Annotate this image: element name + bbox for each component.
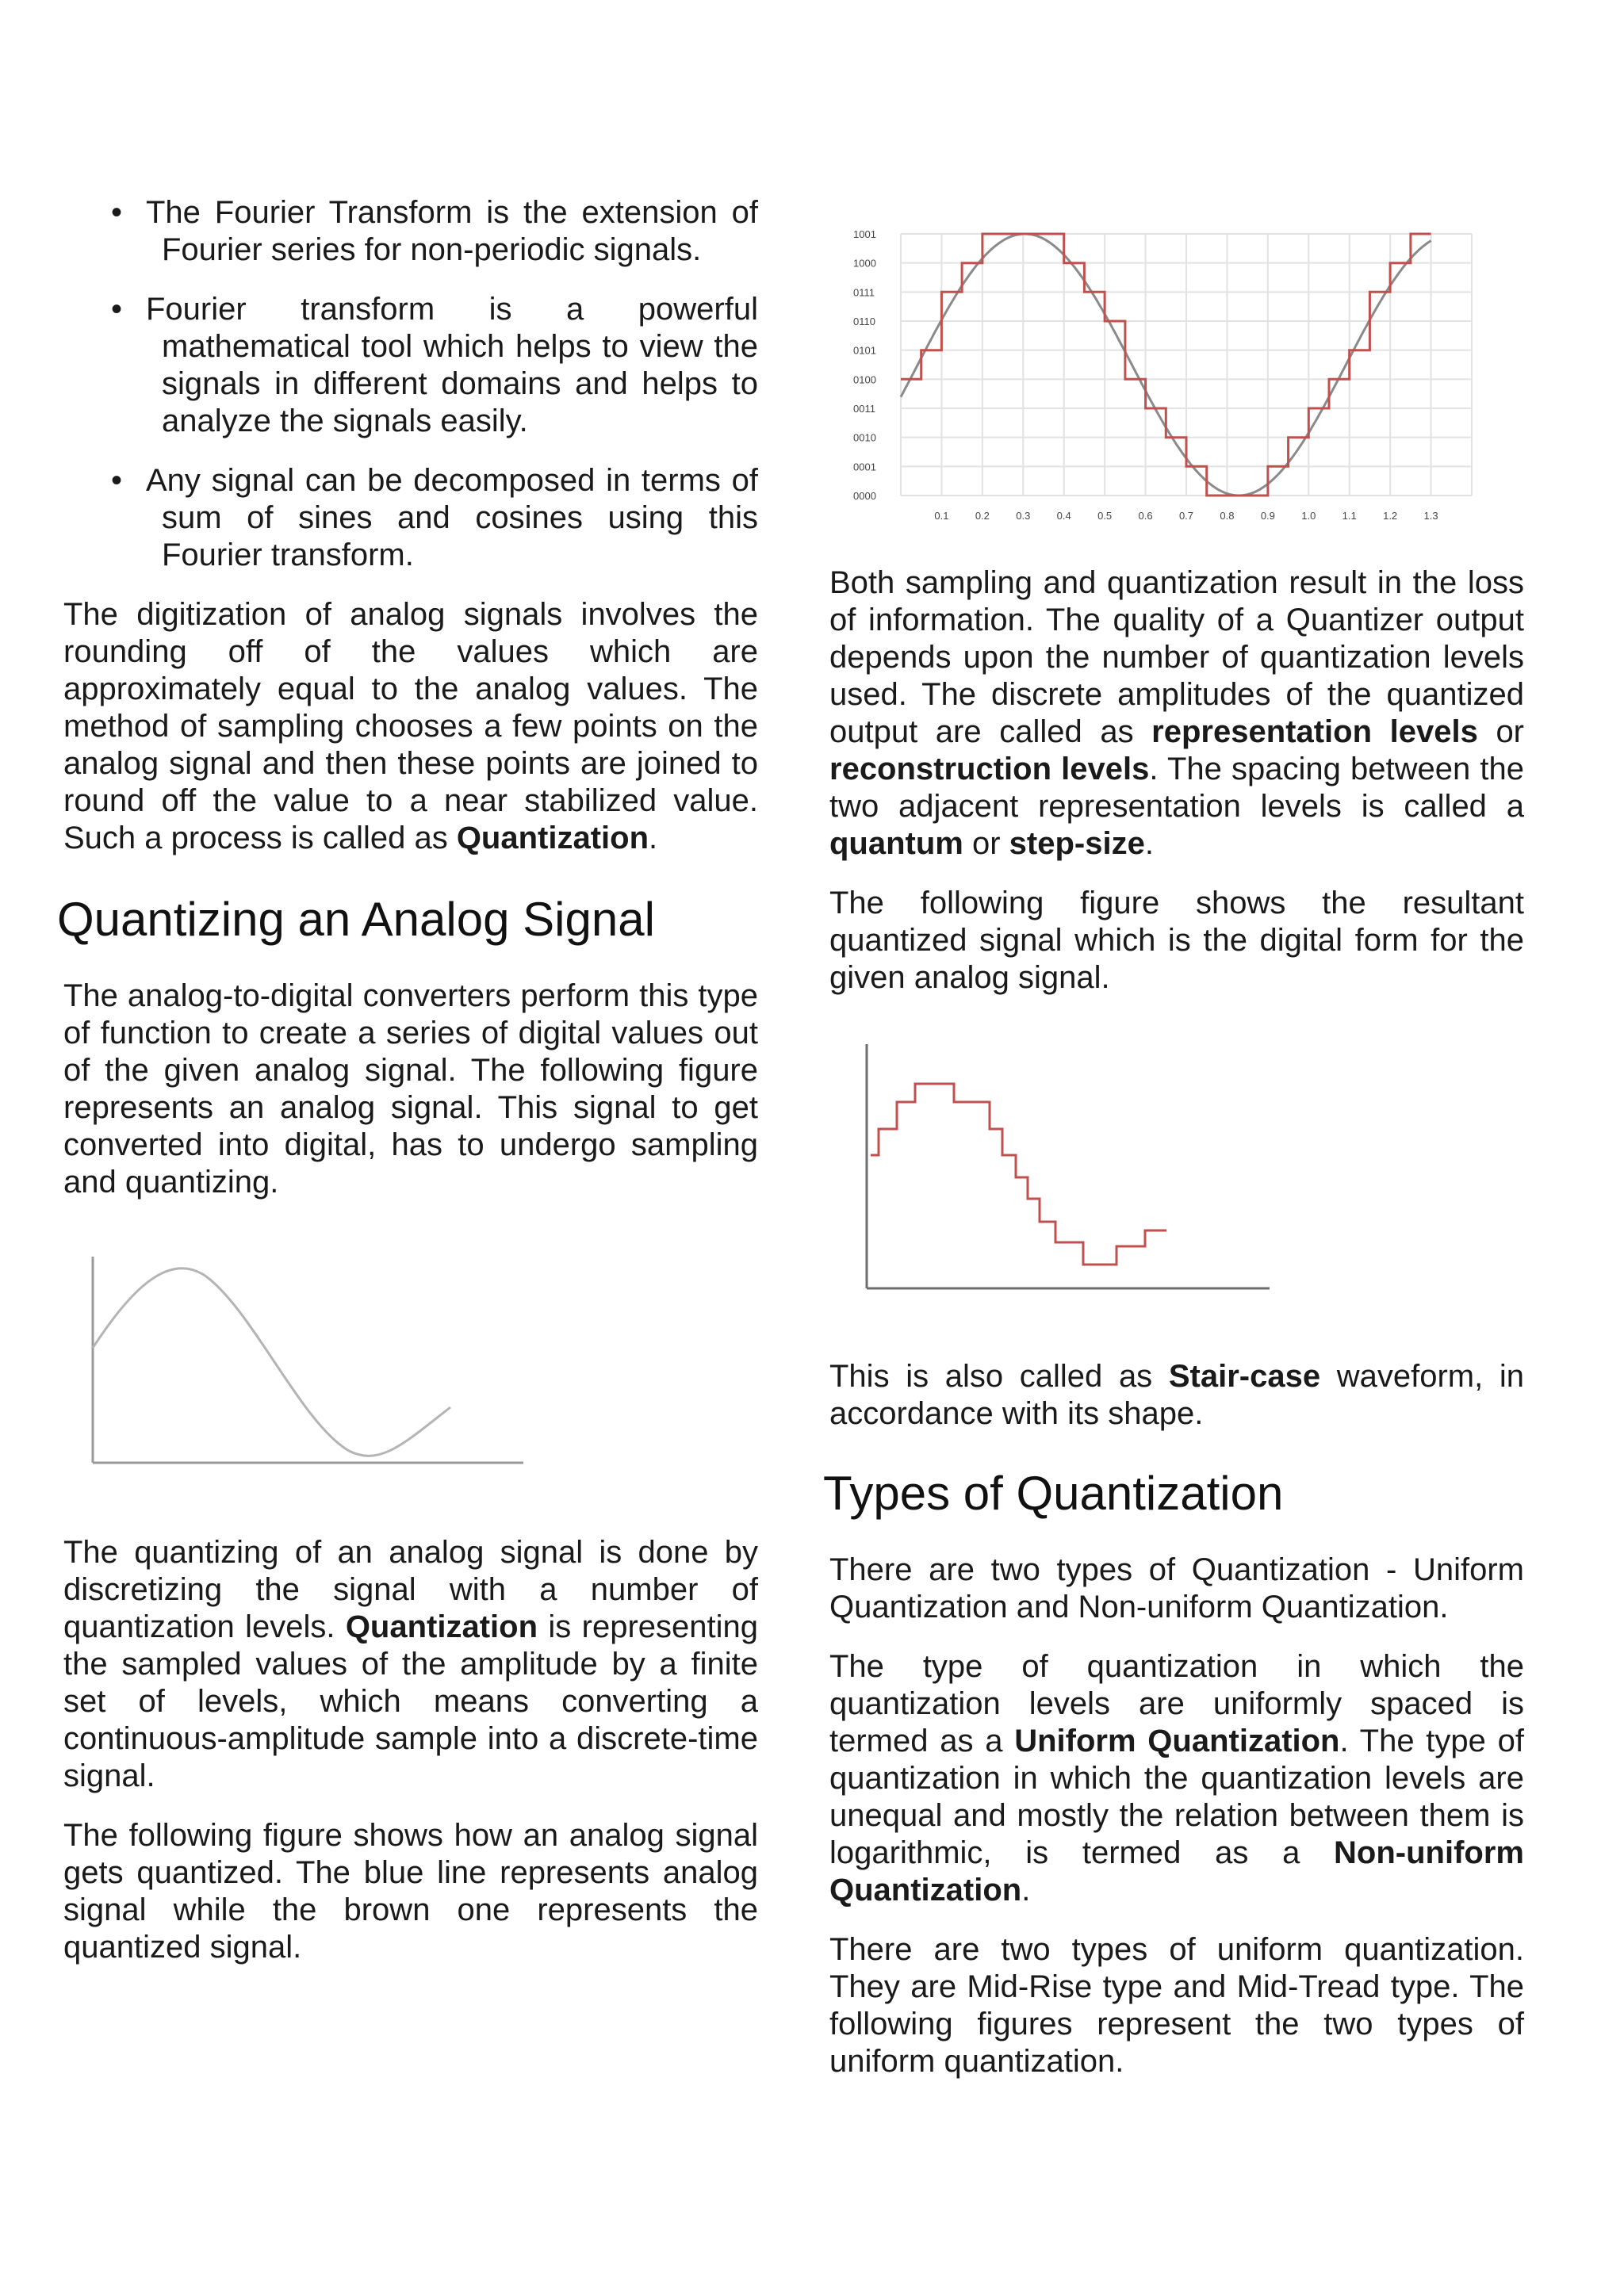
list-item: • Fourier transform is a powerful mathematical tool which helps to view the signals in different domains and helps to analyze the signals easily. [111,292,758,438]
quantization-chart [853,222,1488,531]
digitization-paragraph: The digitization of analog signals involves the rounding off of the values which are approximately equal to the analog values. The method of sampling chooses a few points on the analog signal and then these points are joined to round off the value to a near stabilized value. Such a process is called as Quantization. [63,597,758,855]
bullet-icon: • [111,195,123,230]
fourier-bullet-list [63,194,758,574]
two-types-paragraph: There are two types of Quantization - Uniform Quantization and Non-uniform Quantization. [829,1552,1524,1624]
list-item: • Any signal can be decomposed in terms of sum of sines and cosines using this Fourier transform. [111,463,758,572]
y-tick-label: 0100 [853,373,876,386]
staircase-wave [871,1084,1166,1265]
x-tick-label: 1.2 [1383,510,1398,522]
bullet-icon: • [111,463,123,498]
staircase-paragraph: This is also called as Stair-case waveform, in accordance with its shape. [829,1359,1525,1431]
y-tick-label: 1000 [853,257,876,270]
resultant-signal-paragraph: The following figure shows the resultant quantized signal which is the digital form for the given analog signal. [829,886,1524,995]
quantized-figure-paragraph: The following figure shows how an analog signal gets quantized. The blue line represents analog signal while the brown one represents the quantized signal. [63,1818,758,1965]
x-tick-label: 0.2 [975,510,990,522]
analog-wave [93,1269,450,1456]
left-column [57,194,758,1966]
x-tick-label: 1.1 [1342,510,1357,522]
x-tick-label: 0.3 [1016,510,1031,522]
list-item: • The Fourier Transform is the extension of Fourier series for non-periodic signals. [111,195,758,267]
adc-paragraph: The analog-to-digital converters perform this type of function to create a series of digital values out of the given analog signal. The following figure represents an analog signal. This signal to get converted into digital, has to undergo sampling and quantizing. [63,978,758,1200]
x-tick-label: 0.5 [1097,510,1113,522]
uniform-nonuniform-paragraph: The type of quantization in which the quantization levels are uniformly spaced is termed as a Uniform Quantization. The type of quantization in which the quantization levels are unequal and mostly the relation between them is logarithmic, is termed as a Non-uniform Quantization. [829,1649,1525,1908]
analog-signal-plot [63,1241,539,1479]
x-tick-label: 0.4 [1056,510,1071,522]
y-tick-label: 0011 [853,403,875,415]
analog-sine-line [901,234,1431,496]
bullet-icon: • [111,292,123,327]
quantized-stair-line [901,234,1431,496]
section-heading-quantizing: Quantizing an Analog Signal [57,893,655,946]
analog-signal-figure [63,1241,758,1479]
y-tick-label: 0001 [853,461,876,473]
sampling-quantization-paragraph: Both sampling and quantization result in the loss of information. The quality of a Quantizer output depends upon the number of quantization levels used. The discrete amplitudes of the quantized output are called as representation levels or reconstruction levels. The spacing between the two adjacent representation levels is called a quantum or step-size. [829,565,1525,861]
x-tick-label: 0.1 [934,510,949,522]
quantization-chart-figure [853,222,1524,531]
y-tick-label: 0101 [853,344,876,357]
y-tick-label: 0000 [853,490,876,502]
staircase-plot [829,1036,1274,1306]
y-tick-label: 0111 [853,286,875,299]
y-tick-label: 1001 [853,228,876,240]
section-heading-types: Types of Quantization [823,1467,1284,1520]
y-tick-label: 0010 [853,431,876,444]
x-tick-label: 0.9 [1260,510,1275,522]
x-tick-label: 1.0 [1301,510,1316,522]
x-tick-label: 0.7 [1178,510,1194,522]
quantizing-paragraph: The quantizing of an analog signal is done by discretizing the signal with a number of quantization levels. Quantization is representing the sampled values of the amplitude by a finite set of levels, which means converting a continuous-amplitude sample into a discrete-time signal. [63,1535,758,1793]
x-tick-label: 1.3 [1423,510,1438,522]
right-column [823,222,1525,2080]
x-tick-label: 0.8 [1220,510,1235,522]
y-tick-label: 0110 [853,316,875,327]
staircase-figure [829,1036,1524,1306]
x-tick-label: 0.6 [1138,510,1153,522]
midrise-midtread-paragraph: There are two types of uniform quantization. They are Mid-Rise type and Mid-Tread type. The following figures represent the two types of uniform quantization. [829,1932,1524,2079]
